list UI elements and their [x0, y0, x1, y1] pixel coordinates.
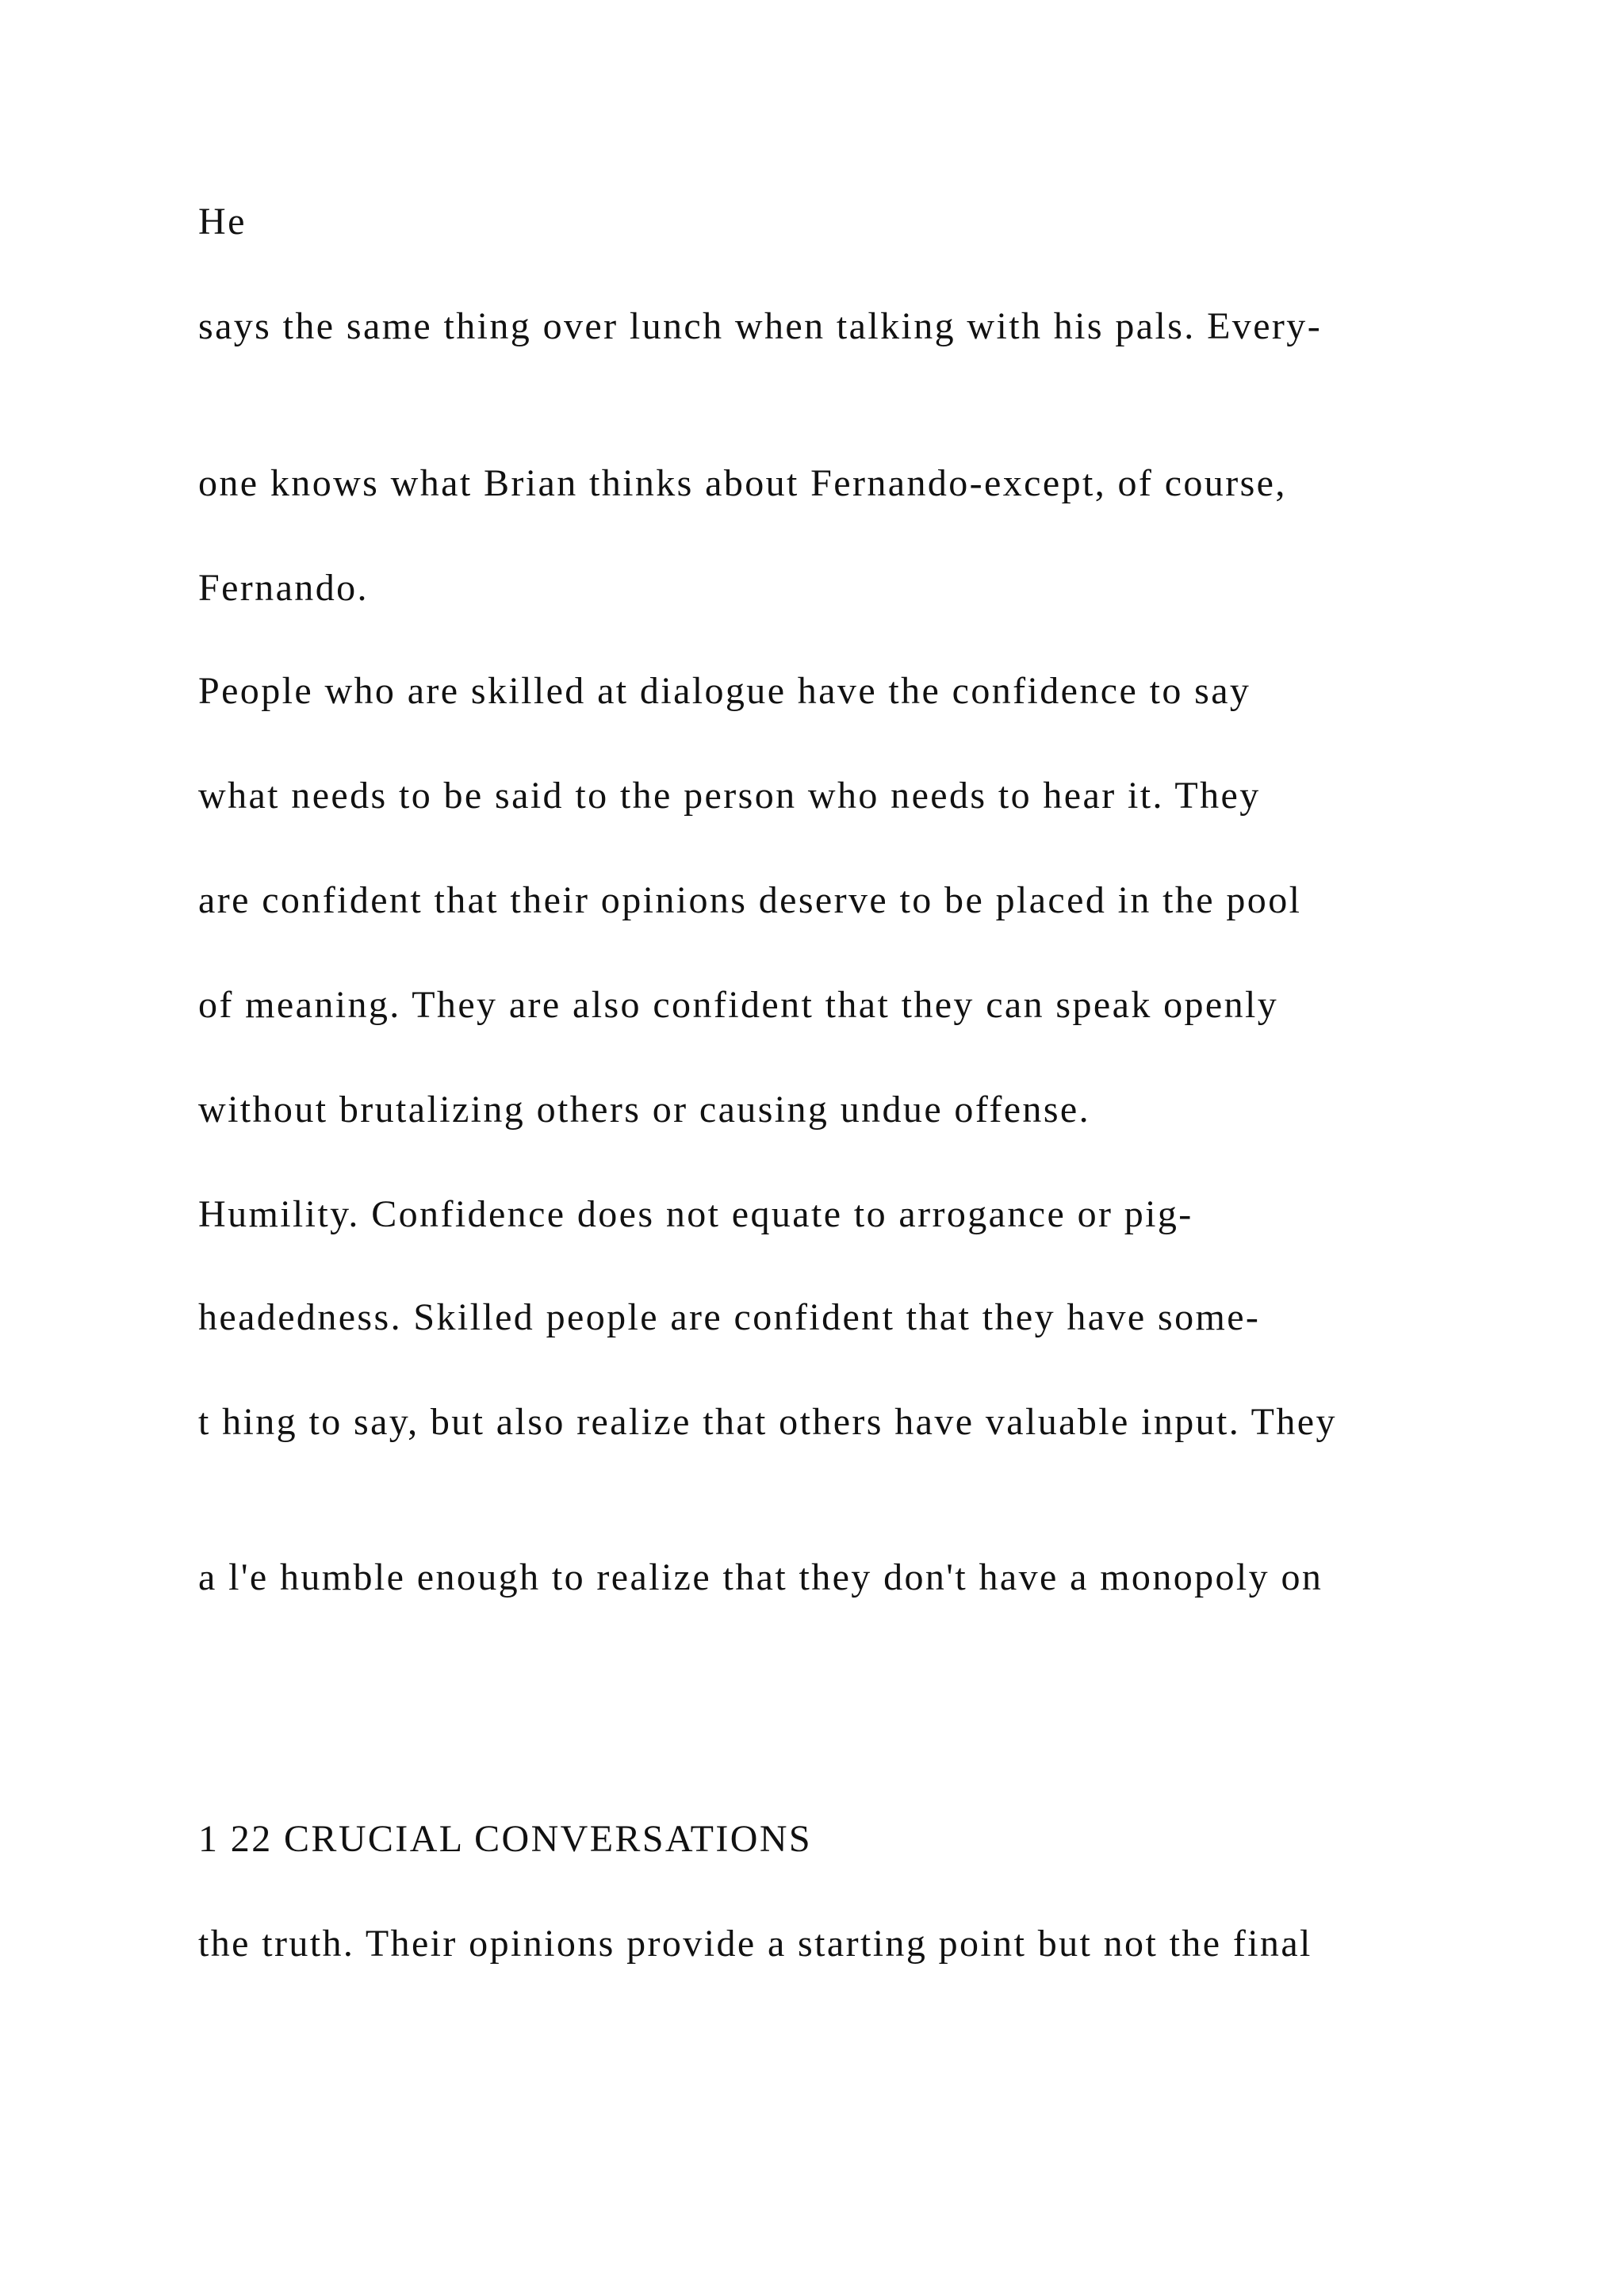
text-line-4: Fernando. — [198, 567, 369, 609]
text-line-10: Humility. Confidence does not equate to arrogance or pig- — [198, 1193, 1193, 1235]
text-line-2: says the same thing over lunch when talking with his pals. Every- — [198, 305, 1323, 347]
text-line-6: what needs to be said to the person who needs to hear it. They — [198, 775, 1261, 817]
text-line-3: one knows what Brian thinks about Fernando-except, of course, — [198, 462, 1287, 504]
text-line-14: the truth. Their opinions provide a starting point but not the final — [198, 1923, 1312, 1965]
text-line-9: without brutalizing others or causing undue offense. — [198, 1089, 1091, 1131]
running-header: 1 22 CRUCIAL CONVERSATIONS — [198, 1818, 813, 1860]
text-line-13: a l'e humble enough to realize that they don't have a monopoly on — [198, 1556, 1323, 1598]
text-line-11: headedness. Skilled people are confident that they have some- — [198, 1296, 1261, 1338]
text-line-1: He — [198, 201, 247, 243]
text-line-8: of meaning. They are also confident that they can speak openly — [198, 984, 1279, 1026]
text-line-12: t hing to say, but also realize that others have valuable input. They — [198, 1401, 1337, 1443]
text-line-7: are confident that their opinions deserve to be placed in the pool — [198, 879, 1302, 921]
text-line-5: People who are skilled at dialogue have the confidence to say — [198, 670, 1251, 712]
